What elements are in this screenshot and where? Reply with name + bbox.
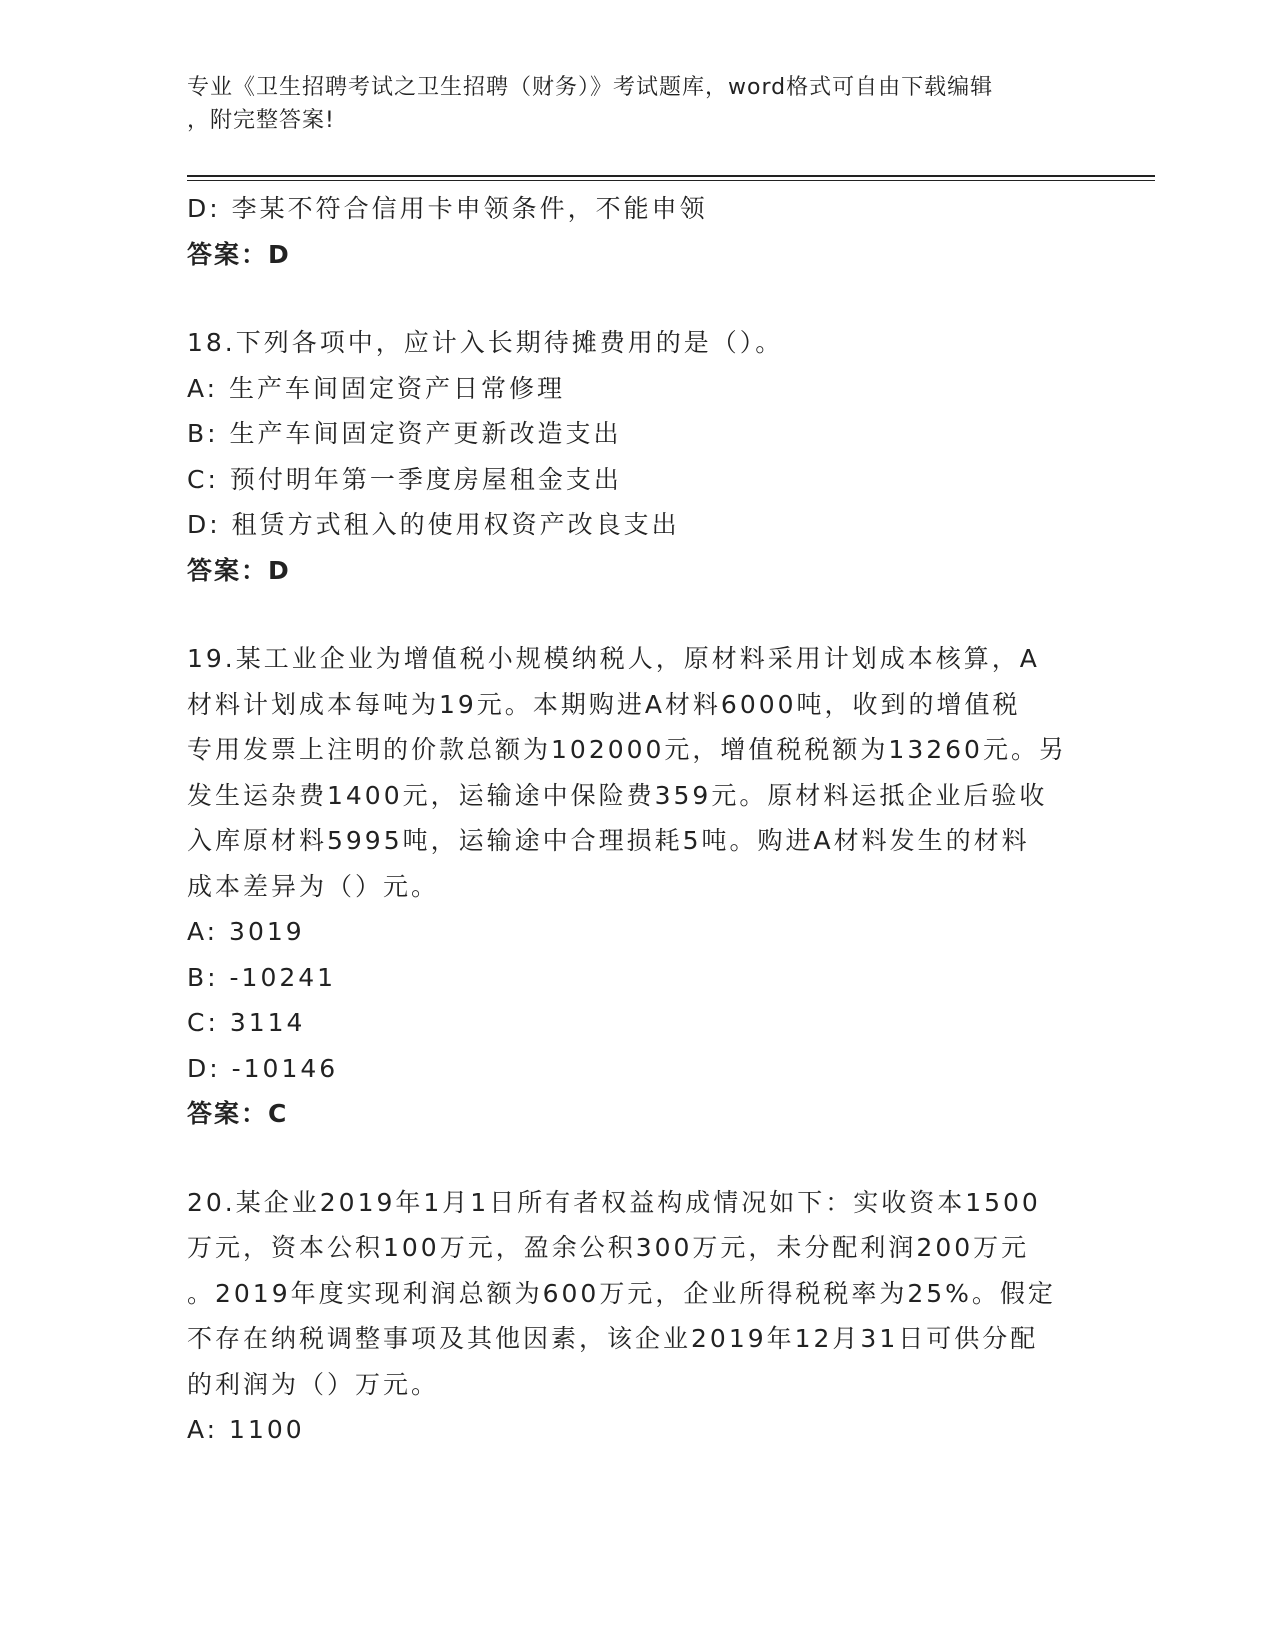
question-spacer bbox=[187, 1137, 1087, 1180]
question-17-tail bbox=[187, 186, 1087, 277]
question-18 bbox=[187, 320, 1087, 593]
option-a: A: 3019 bbox=[187, 917, 305, 946]
question-stem-line: 入库原材料5995吨，运输途中合理损耗5吨。购进A材料发生的材料 bbox=[187, 826, 1030, 855]
question-stem-line: 不存在纳税调整事项及其他因素，该企业2019年12月31日可供分配 bbox=[187, 1324, 1039, 1353]
option-a: A: 1100 bbox=[187, 1415, 305, 1444]
question-stem-line: 。2019年度实现利润总额为600万元，企业所得税税率为25%。假定 bbox=[187, 1278, 1056, 1308]
option-d: D: 李某不符合信用卡申领条件，不能申领 bbox=[187, 194, 708, 223]
header-divider-thin bbox=[187, 180, 1155, 181]
question-stem-line: 发生运杂费1400元，运输途中保险费359元。原材料运抵企业后验收 bbox=[187, 780, 1048, 810]
document-body bbox=[187, 186, 1087, 1453]
question-stem-line: 19.某工业企业为增值税小规模纳税人，原材料采用计划成本核算，A bbox=[187, 644, 1040, 673]
question-stem-line: 20.某企业2019年1月1日所有者权益构成情况如下：实收资本1500 bbox=[187, 1187, 1041, 1217]
option-c: C: 预付明年第一季度房屋租金支出 bbox=[187, 464, 622, 494]
answer-label: 答案：C bbox=[187, 1099, 289, 1128]
question-20 bbox=[187, 1180, 1087, 1453]
question-stem-line: 18.下列各项中，应计入长期待摊费用的是（）。 bbox=[187, 328, 784, 357]
header-line-1: 专业《卫生招聘考试之卫生招聘（财务）》考试题库，word格式可自由下载编辑 bbox=[187, 75, 994, 100]
question-stem-line: 万元，资本公积100万元，盈余公积300万元，未分配利润200万元 bbox=[187, 1233, 1030, 1262]
header-divider-thick bbox=[187, 175, 1155, 177]
question-stem-line: 的利润为（）万元。 bbox=[187, 1369, 440, 1399]
question-stem-line: 成本差异为（）元。 bbox=[187, 871, 440, 901]
question-spacer bbox=[187, 593, 1087, 636]
document-header bbox=[187, 71, 1087, 137]
answer-label: 答案：D bbox=[187, 239, 291, 269]
option-a: A: 生产车间固定资产日常修理 bbox=[187, 373, 566, 403]
option-c: C: 3114 bbox=[187, 1008, 306, 1037]
answer-label: 答案：D bbox=[187, 555, 291, 585]
question-spacer bbox=[187, 277, 1087, 320]
question-stem-line: 材料计划成本每吨为19元。本期购进A材料6000吨，收到的增值税 bbox=[187, 689, 1021, 719]
option-d: D: -10146 bbox=[187, 1053, 339, 1083]
question-19 bbox=[187, 636, 1087, 1137]
option-d: D: 租赁方式租入的使用权资产改良支出 bbox=[187, 510, 680, 539]
question-stem-line: 专用发票上注明的价款总额为102000元，增值税税额为13260元。另 bbox=[187, 735, 1067, 764]
option-b: B: 生产车间固定资产更新改造支出 bbox=[187, 419, 622, 448]
option-b: B: -10241 bbox=[187, 962, 337, 992]
header-line-2: ，附完整答案! bbox=[187, 108, 335, 133]
